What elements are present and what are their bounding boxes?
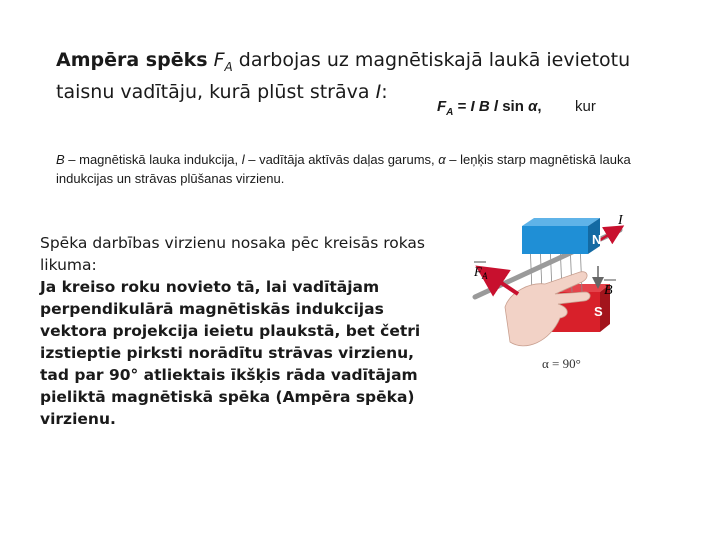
south-label: S — [594, 304, 603, 319]
force-symbol: $F_A$ — [213, 49, 233, 74]
angle-label: α = 90° — [542, 356, 581, 371]
left-hand-rule-paragraph — [40, 232, 432, 430]
field-label: B — [604, 283, 613, 298]
formula-kur: kur — [575, 98, 596, 115]
definitions-paragraph: B – magnētiskā lauka indukcija, l – vadītāja aktīvās daļas garums, α – leņķis starp magnētiskā lauka indukcijas un strāvas plūšanas virzienu. — [56, 152, 631, 186]
intro-text: darbojas uz magnētiskajā laukā ievietotu taisnu vadītāju, kurā plūst strāva — [56, 49, 631, 103]
rule-intro: Spēka darbības virzienu nosaka pēc kreisās rokas likuma: — [40, 234, 425, 274]
left-hand-rule-illustration — [470, 212, 630, 372]
force-label: $F_A$ — [474, 264, 488, 281]
north-label: N — [592, 232, 602, 247]
intro-paragraph: Ampēra spēks $F_A$ darbojas uz magnētiskajā laukā ievietotu taisnu vadītāju, kurā plūst strāva I: — [56, 49, 631, 103]
current-symbol: I — [375, 80, 382, 103]
current-label: I — [618, 213, 623, 228]
intro-title: Ampēra spēks — [56, 49, 208, 71]
rule-statement: Ja kreiso roku novieto tā, lai vadītājam perpendikulārā magnētiskās indukcijas vektora projekcija ieietu plaukstā, bet četri izstieptie pirksti norādītu strāvas virzienu, tad par 90° atliektais īkšķis rāda vadītājam pieliktā magnētiskā spēka (Ampēra spēka) virzienu. — [40, 278, 421, 428]
ampere-formula: $F_A = I$ B l sin α, — [437, 98, 542, 118]
north-pole-magnet — [522, 218, 600, 254]
